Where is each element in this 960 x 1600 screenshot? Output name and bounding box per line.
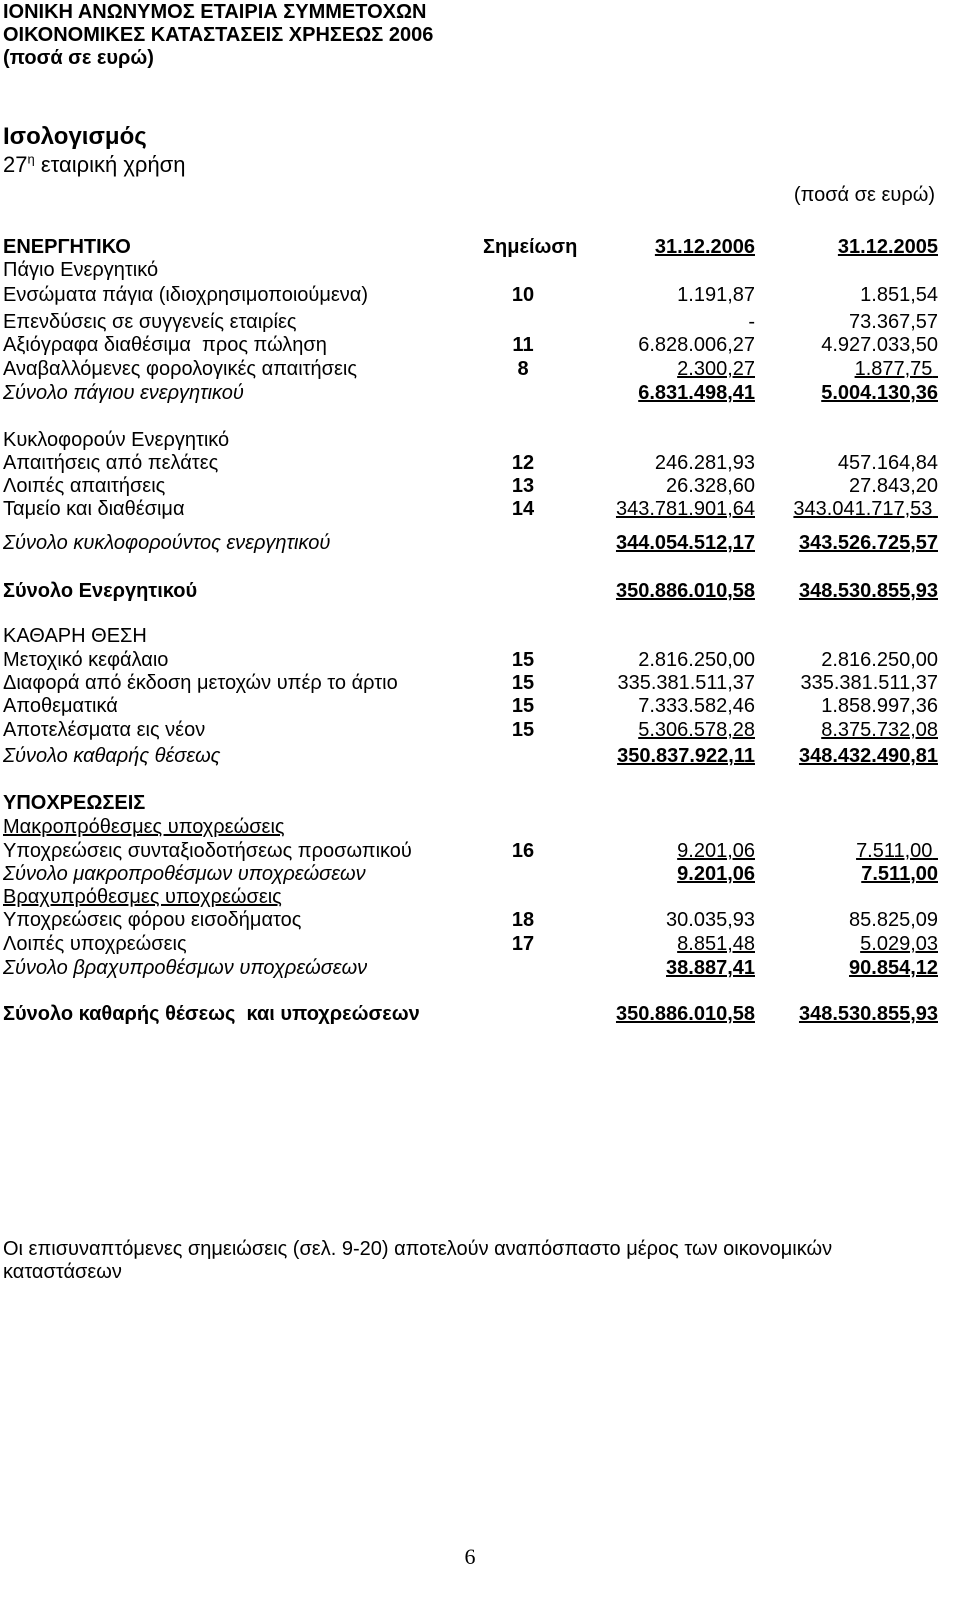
row-label: Σύνολο καθαρής θέσεως — [3, 745, 221, 767]
row-label: Σύνολο βραχυπροθέσμων υποχρεώσεων — [3, 957, 368, 979]
row-value-2006: 246.281,93 — [654, 452, 755, 474]
table-header — [0, 235, 960, 259]
row-value-2005: 7.511,00 — [861, 863, 938, 885]
row-label: Κυκλοφορούν Ενεργητικό — [3, 429, 230, 451]
period-number: 27 — [3, 152, 28, 177]
row-label: Υποχρεώσεις φόρου εισοδήματος — [3, 909, 302, 931]
row-label: Αναβαλλόμενες φορολογικές απαιτήσεις — [3, 358, 358, 380]
total-equity-liabilities-row — [0, 1002, 960, 1026]
table-row — [0, 694, 960, 718]
row-value-2006: 343.781.901,64 — [615, 498, 755, 520]
row-note: 12 — [511, 452, 535, 474]
row-label: Λοιπές απαιτήσεις — [3, 475, 166, 497]
table-row — [0, 671, 960, 695]
section-heading-current-assets — [0, 428, 960, 452]
row-value-2005: 73.367,57 — [849, 311, 938, 333]
period-ordinal: η — [27, 151, 35, 167]
row-note: 13 — [511, 475, 535, 497]
column-header-2005: 31.12.2005 — [837, 236, 938, 258]
row-value-2005: 335.381.511,37 — [800, 672, 938, 694]
row-label: Μετοχικό κεφάλαιο — [3, 649, 169, 671]
section-heading-equity — [0, 624, 960, 648]
row-value-2006: 7.333.582,46 — [638, 695, 755, 717]
table-row — [0, 648, 960, 672]
row-note: 8 — [517, 358, 529, 380]
row-value-2006: 1.191,87 — [677, 284, 755, 306]
period-text: εταιρική χρήση — [40, 152, 186, 177]
row-value-2005: 348.530.855,93 — [798, 580, 938, 602]
table-row — [0, 357, 960, 381]
row-value-2005: 348.432.490,81 — [798, 745, 938, 767]
row-value-2005: 27.843,20 — [849, 475, 938, 497]
row-note: 11 — [512, 334, 534, 356]
subsection-heading-short-term — [0, 885, 960, 909]
row-label: Επενδύσεις σε συγγενείς εταιρίες — [3, 311, 297, 333]
row-value-2005: 5.029,03 — [860, 933, 938, 955]
row-label: Σύνολο καθαρής θέσεως και υποχρεώσεων — [3, 1003, 420, 1025]
row-label: Σύνολο πάγιου ενεργητικού — [3, 382, 244, 404]
row-label: Βραχυπρόθεσμες υποχρεώσεις — [3, 886, 282, 908]
table-row — [0, 333, 960, 357]
row-label: Ταμείο και διαθέσιμα — [3, 498, 185, 520]
row-value-2006: 26.328,60 — [666, 475, 755, 497]
row-note: 14 — [511, 498, 535, 520]
row-note: 16 — [511, 840, 535, 862]
row-value-2006: 8.851,48 — [677, 933, 755, 955]
subtotal-row — [0, 956, 960, 980]
row-value-2006: 335.381.511,37 — [617, 672, 755, 694]
statements-title: ΟΙΚΟΝΟΜΙΚΕΣ ΚΑΤΑΣΤΑΣΕΙΣ ΧΡΗΣΕΩΣ 2006 — [3, 24, 434, 46]
row-value-2006: 344.054.512,17 — [615, 532, 755, 554]
row-value-2005: 2.816.250,00 — [821, 649, 938, 671]
table-row — [0, 932, 960, 956]
row-value-2006: 30.035,93 — [666, 909, 755, 931]
row-value-2006: 9.201,06 — [677, 863, 755, 885]
row-note: 15 — [511, 649, 535, 671]
total-assets-row — [0, 579, 960, 603]
subtotal-row — [0, 744, 960, 768]
table-row — [0, 497, 960, 521]
row-label: ΚΑΘΑΡΗ ΘΕΣΗ — [3, 625, 147, 647]
row-value-2005: 1.851,54 — [860, 284, 938, 306]
subtotal-row — [0, 862, 960, 886]
row-label: Σύνολο κυκλοφορούντος ενεργητικού — [3, 532, 331, 554]
row-value-2005: 1.877,75 — [854, 358, 933, 380]
row-label: Σύνολο Ενεργητικού — [3, 580, 198, 602]
row-value-2006: 38.887,41 — [666, 957, 755, 979]
row-value-2005: 4.927.033,50 — [821, 334, 938, 356]
row-value-2006: 6.831.498,41 — [638, 382, 755, 404]
row-note: 18 — [511, 909, 535, 931]
row-value-2006: 5.306.578,28 — [638, 719, 755, 741]
row-value-2005: 90.854,12 — [849, 957, 938, 979]
section-heading-liabilities — [0, 791, 960, 815]
row-note: 15 — [511, 719, 535, 741]
row-label: ΥΠΟΧΡΕΩΣΕΙΣ — [3, 792, 146, 814]
row-value-2005: 7.511,00 — [856, 840, 933, 862]
company-name: ΙΟΝΙΚΗ ΑΝΩΝΥΜΟΣ ΕΤΑΙΡΙΑ ΣΥΜΜΕΤΟΧΩΝ — [3, 1, 427, 23]
table-row — [0, 451, 960, 475]
row-value-2005: 8.375.732,08 — [821, 719, 938, 741]
table-row — [0, 839, 960, 863]
subsection-heading-long-term — [0, 815, 960, 839]
currency-note: (ποσά σε ευρώ) — [793, 184, 935, 206]
row-note: 15 — [511, 672, 535, 694]
column-header-note: Σημείωση — [483, 236, 578, 258]
row-value-2005: 343.526.725,57 — [798, 532, 938, 554]
table-row — [0, 283, 960, 307]
row-note: 17 — [511, 933, 535, 955]
section-heading-fixed-assets — [0, 258, 960, 282]
row-label: Αποτελέσματα εις νέον — [3, 719, 206, 741]
table-row — [0, 310, 960, 334]
currency-label: (ποσά σε ευρώ) — [3, 47, 154, 69]
row-value-2005: 1.858.997,36 — [821, 695, 938, 717]
page-title: Ισολογισμός — [3, 123, 147, 150]
row-value-2006: - — [748, 311, 755, 333]
row-label: Απαιτήσεις από πελάτες — [3, 452, 219, 474]
row-value-2005: 85.825,09 — [849, 909, 938, 931]
table-row — [0, 474, 960, 498]
row-label: Σύνολο μακροπροθέσμων υποχρεώσεων — [3, 863, 366, 885]
row-label: Αποθεματικά — [3, 695, 118, 717]
row-value-2005: 348.530.855,93 — [798, 1003, 938, 1025]
row-value-2005: 343.041.717,53 — [793, 498, 933, 520]
row-value-2005: 457.164,84 — [837, 452, 938, 474]
row-label: Μακροπρόθεσμες υποχρεώσεις — [3, 816, 285, 838]
row-value-2006: 2.816.250,00 — [638, 649, 755, 671]
column-header-assets: ΕΝΕΡΓΗΤΙΚΟ — [3, 236, 131, 258]
row-label: Ενσώματα πάγια (ιδιοχρησιμοποιούμενα) — [3, 284, 368, 306]
table-row — [0, 908, 960, 932]
row-value-2006: 350.886.010,58 — [615, 580, 755, 602]
row-value-2005: 5.004.130,36 — [821, 382, 938, 404]
row-label: Υποχρεώσεις συνταξιοδοτήσεως προσωπικού — [3, 840, 412, 862]
row-value-2006: 2.300,27 — [677, 358, 755, 380]
row-label: Λοιπές υποχρεώσεις — [3, 933, 187, 955]
page-number: 6 — [464, 1544, 476, 1569]
column-header-2006: 31.12.2006 — [654, 236, 755, 258]
row-note: 15 — [511, 695, 535, 717]
row-label: Αξιόγραφα διαθέσιμα προς πώληση — [3, 334, 327, 356]
row-value-2006: 350.886.010,58 — [615, 1003, 755, 1025]
fiscal-period — [3, 151, 186, 179]
row-label: Διαφορά από έκδοση μετοχών υπέρ το άρτιο — [3, 672, 398, 694]
footnote: Οι επισυναπτόμενες σημειώσεις (σελ. 9-20) αποτελούν αναπόσπαστο μέρος των οικονομικών καταστάσεων — [3, 1238, 833, 1283]
row-value-2006: 350.837.922,11 — [617, 745, 755, 767]
table-row — [0, 718, 960, 742]
subtotal-row — [0, 531, 960, 555]
row-value-2006: 9.201,06 — [677, 840, 755, 862]
row-label: Πάγιο Ενεργητικό — [3, 259, 159, 281]
row-value-2006: 6.828.006,27 — [638, 334, 755, 356]
row-note: 10 — [511, 284, 535, 306]
subtotal-row — [0, 381, 960, 405]
